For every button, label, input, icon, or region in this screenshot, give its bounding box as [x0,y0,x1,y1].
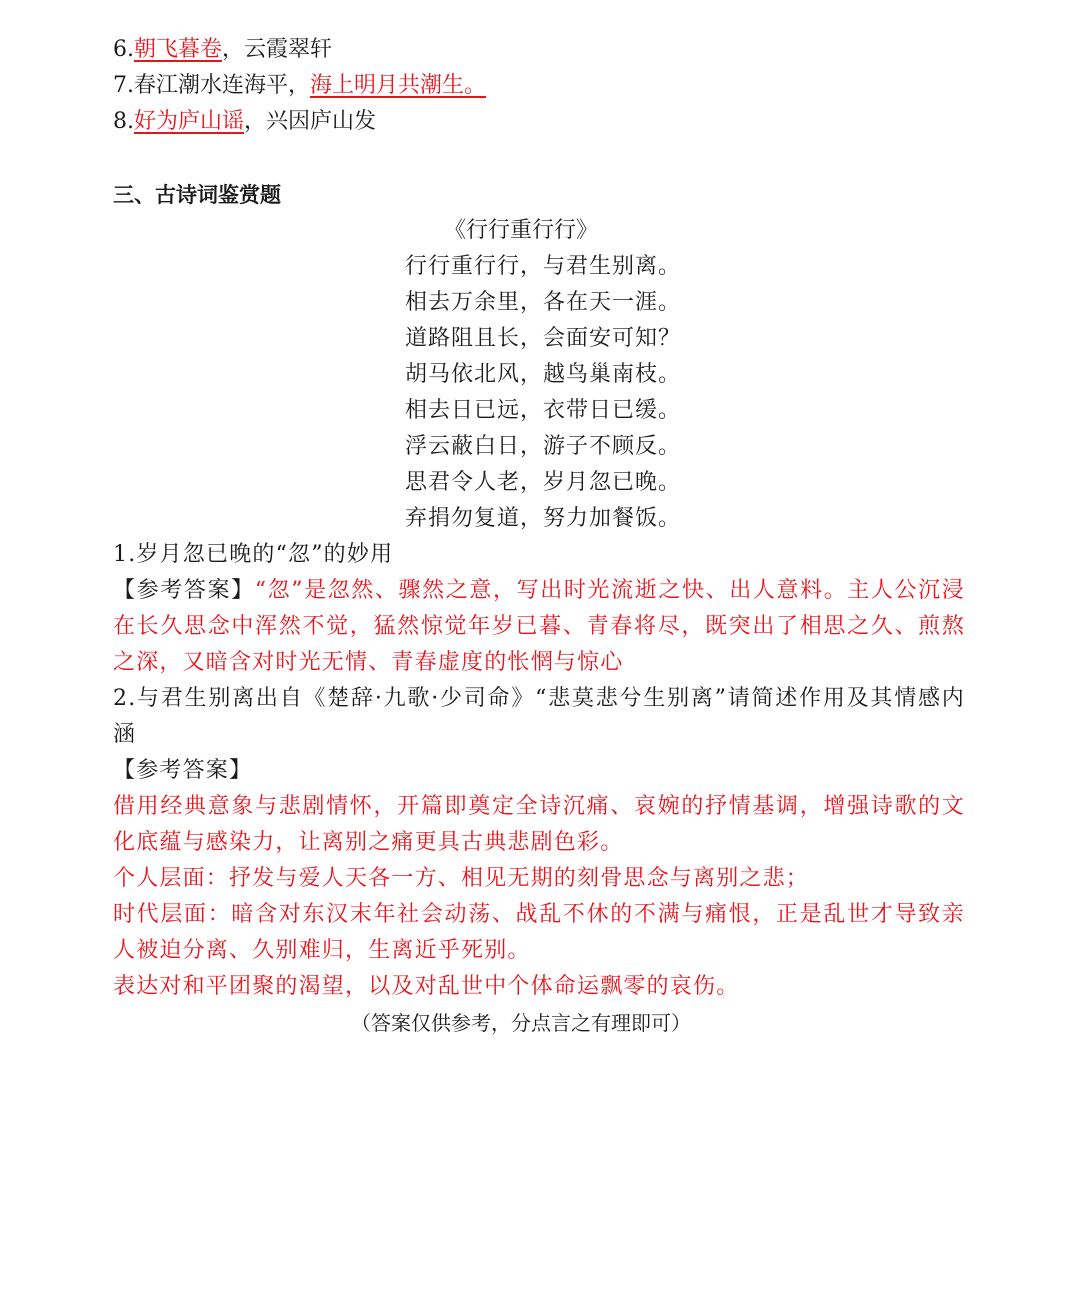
section-title: 三、古诗词鉴赏题 [113,183,281,207]
poem-line: 行行重行行，与君生别离。 [405,254,682,279]
poem-line: 浮云蔽白日，游子不顾反。 [405,434,682,459]
item-text: ，云霞翠轩 [222,37,333,62]
answer-2-point: 时代层面：暗含对东汉末年社会动荡、战乱不休的不满与痛恨，正是乱世才导致亲人被迫分离、久别难归，生离近乎死别。 [113,902,965,963]
question-2: 2.与君生别离出自《楚辞·九歌·少司命》“悲莫悲兮生别离”请简述作用及其情感内涵 [113,686,965,747]
poem-line: 道路阻且长，会面安可知？ [405,326,682,351]
fill-item-6 [113,32,973,68]
fill-item-7 [113,68,973,104]
poem-line: 弃捐勿复道，努力加餐饭。 [405,506,682,531]
item-number: 7. [113,73,134,98]
poem-line: 胡马依北风，越鸟巢南枝。 [405,362,682,387]
item-number: 6. [113,37,134,62]
answer-text: 朝飞暮卷 [134,37,223,62]
answer-1 [113,573,965,681]
answer-note: （答案仅供参考，分点言之有理即可） [351,1011,691,1035]
answer-text: 好为庐山谣 [134,109,245,134]
poem-line: 相去万余里，各在天一涯。 [405,290,682,315]
answer-2-point: 表达对和平团聚的渴望，以及对乱世中个体命运飘零的哀伤。 [113,974,740,999]
poem-line: 思君令人老，岁月忽已晚。 [405,470,682,495]
answer-2-point: 个人层面：抒发与爱人天各一方、相见无期的刻骨思念与离别之悲； [113,866,810,891]
answer-text: 海上明月共潮生。 [310,73,487,98]
poem-body [405,249,1080,537]
question-1: 1.岁月忽已晚的“忽”的妙用 [113,542,394,567]
item-text: ，兴因庐山发 [244,109,377,134]
fill-item-8 [113,104,973,140]
poem-title: 《行行重行行》 [443,218,598,243]
item-text: 春江潮水连海平， [134,73,311,98]
document-page [113,32,973,1041]
poem-line: 相去日已远，衣带日已缓。 [405,398,682,423]
answer-2-point: 借用经典意象与悲剧情怀，开篇即奠定全诗沉痛、哀婉的抒情基调，增强诗歌的文化底蕴与感染力，让离别之痛更具古典悲剧色彩。 [113,794,965,855]
answer-text: “忽”是忽然、骤然之意，写出时光流逝之快、出人意料。主人公沉浸在长久思念中浑然不觉，猛然惊觉年岁已暮、青春将尽，既突出了相思之久、煎熬之深，又暗含对时光无情、青春虚度的怅惘与惊心 [113,578,965,675]
answer-label: 【参考答案】 [113,578,255,603]
answer-label: 【参考答案】 [113,758,253,783]
item-number: 8. [113,109,134,134]
